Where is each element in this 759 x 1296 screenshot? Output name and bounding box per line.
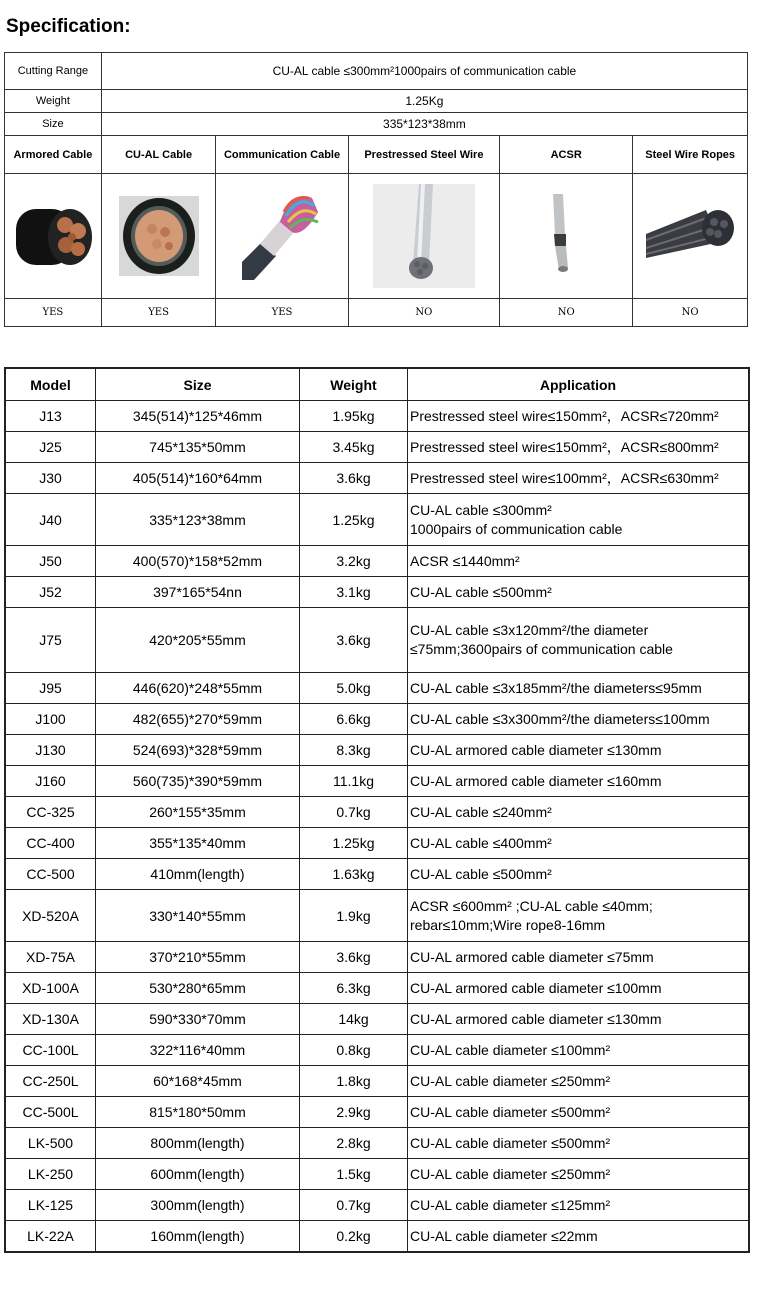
application-line: ACSR ≤1440mm² <box>410 552 520 569</box>
model-cell: J40 <box>5 494 96 546</box>
application-line: CU-AL cable ≤3x120mm²/the diameter <box>410 622 649 638</box>
application-line: Prestressed steel wire≤100mm²，ACSR≤630mm² <box>410 469 719 486</box>
application-line: CU-AL armored cable diameter ≤100mm <box>410 979 662 996</box>
application-line: ACSR ≤600mm² ;CU-AL cable ≤40mm; <box>410 897 653 914</box>
size-value: 335*123*38mm <box>101 113 747 136</box>
size-cell: 800mm(length) <box>96 1128 300 1159</box>
cu-al-cable-cell <box>101 174 216 299</box>
model-cell: XD-520A <box>5 890 96 942</box>
size-cell: 400(570)*158*52mm <box>96 546 300 577</box>
application-cell <box>408 797 750 828</box>
weight-value: 1.25Kg <box>101 90 747 113</box>
table-row <box>5 1066 749 1097</box>
application-line: CU-AL cable diameter ≤500mm² <box>410 1134 611 1151</box>
support-acsr: NO <box>500 299 633 327</box>
application-line: Prestressed steel wire≤150mm²，ACSR≤800mm² <box>410 438 719 455</box>
armored-cable-photo <box>12 195 94 277</box>
header-size: Size <box>96 368 300 401</box>
cable-type-armored: Armored Cable <box>5 136 102 174</box>
table-row <box>5 1221 749 1253</box>
application-cell <box>408 463 750 494</box>
weight-cell: 1.8kg <box>300 1066 408 1097</box>
support-row <box>5 299 748 327</box>
armored-cable-cell <box>5 174 102 299</box>
application-cell <box>408 1004 750 1035</box>
model-cell: J100 <box>5 704 96 735</box>
application-line: Prestressed steel wire≤150mm²，ACSR≤720mm² <box>410 407 719 424</box>
application-line: CU-AL cable diameter ≤125mm² <box>410 1196 611 1213</box>
weight-cell: 1.25kg <box>300 494 408 546</box>
model-cell: J52 <box>5 577 96 608</box>
table-row <box>5 577 749 608</box>
application-line: rebar≤10mm;Wire rope8-16mm <box>410 916 606 933</box>
application-cell <box>408 1221 750 1253</box>
weight-cell: 3.6kg <box>300 608 408 673</box>
model-cell: J30 <box>5 463 96 494</box>
model-cell: J13 <box>5 401 96 432</box>
application-cell <box>408 494 750 546</box>
header-model: Model <box>5 368 96 401</box>
size-cell: 300mm(length) <box>96 1190 300 1221</box>
application-line: CU-AL armored cable diameter ≤130mm <box>410 741 662 758</box>
table-row <box>5 704 749 735</box>
table-row <box>5 673 749 704</box>
application-cell <box>408 432 750 463</box>
model-cell: CC-500L <box>5 1097 96 1128</box>
weight-cell: 6.6kg <box>300 704 408 735</box>
weight-cell: 3.6kg <box>300 942 408 973</box>
support-cu-al: YES <box>101 299 216 327</box>
model-cell: J130 <box>5 735 96 766</box>
weight-cell: 11.1kg <box>300 766 408 797</box>
application-cell <box>408 1066 750 1097</box>
application-cell <box>408 766 750 797</box>
application-line: CU-AL cable ≤300mm² <box>410 501 552 518</box>
application-cell <box>408 828 750 859</box>
cutting-range-label: Cutting Range <box>5 53 102 90</box>
table-row <box>5 494 749 546</box>
application-line: CU-AL cable ≤240mm² <box>410 803 552 820</box>
application-line: CU-AL cable diameter ≤22mm <box>410 1227 598 1244</box>
size-cell: 482(655)*270*59mm <box>96 704 300 735</box>
weight-cell: 6.3kg <box>300 973 408 1004</box>
cutting-range-value: CU-AL cable ≤300mm²1000pairs of communication cable <box>101 53 747 90</box>
application-line: ≤75mm;3600pairs of communication cable <box>410 641 673 657</box>
weight-cell: 3.45kg <box>300 432 408 463</box>
model-cell: CC-400 <box>5 828 96 859</box>
weight-cell: 1.25kg <box>300 828 408 859</box>
application-line: CU-AL cable ≤3x185mm²/the diameters≤95mm <box>410 679 702 696</box>
table-row <box>5 735 749 766</box>
weight-cell: 2.9kg <box>300 1097 408 1128</box>
application-line: CU-AL cable ≤400mm² <box>410 834 552 851</box>
table-row <box>5 1190 749 1221</box>
cable-type-cu-al: CU-AL Cable <box>101 136 216 174</box>
table-row <box>5 1035 749 1066</box>
application-cell <box>408 401 750 432</box>
table-row <box>5 1159 749 1190</box>
weight-label: Weight <box>5 90 102 113</box>
model-cell: CC-250L <box>5 1066 96 1097</box>
model-table-header <box>5 368 749 401</box>
weight-cell: 8.3kg <box>300 735 408 766</box>
communication-cable-cell <box>216 174 348 299</box>
application-line: CU-AL armored cable diameter ≤75mm <box>410 948 654 965</box>
model-cell: XD-75A <box>5 942 96 973</box>
table-row <box>5 546 749 577</box>
table-row <box>5 828 749 859</box>
cutting-range-row <box>5 53 748 90</box>
prestressed-steel-wire-cell <box>348 174 499 299</box>
application-line: CU-AL cable ≤500mm² <box>410 583 552 600</box>
size-cell: 410mm(length) <box>96 859 300 890</box>
application-cell <box>408 1097 750 1128</box>
application-cell <box>408 735 750 766</box>
application-line: 1000pairs of communication cable <box>410 520 623 537</box>
size-cell: 530*280*65mm <box>96 973 300 1004</box>
application-cell <box>408 1128 750 1159</box>
table-row <box>5 797 749 828</box>
size-cell: 60*168*45mm <box>96 1066 300 1097</box>
steel-wire-rope-cell <box>633 174 748 299</box>
cable-type-acsr: ACSR <box>500 136 633 174</box>
header-weight: Weight <box>300 368 408 401</box>
application-cell <box>408 890 750 942</box>
model-cell: J50 <box>5 546 96 577</box>
application-cell <box>408 608 750 673</box>
steel-wire-rope-photo <box>646 206 734 266</box>
weight-cell: 5.0kg <box>300 673 408 704</box>
support-prestressed-steel: NO <box>348 299 499 327</box>
model-cell: LK-125 <box>5 1190 96 1221</box>
application-cell <box>408 577 750 608</box>
size-cell: 600mm(length) <box>96 1159 300 1190</box>
table-row <box>5 608 749 673</box>
table-row <box>5 1097 749 1128</box>
cable-image-row <box>5 174 748 299</box>
cable-type-communication: Communication Cable <box>216 136 348 174</box>
model-cell: LK-500 <box>5 1128 96 1159</box>
application-line: CU-AL armored cable diameter ≤160mm <box>410 772 662 789</box>
application-cell <box>408 1035 750 1066</box>
support-steel-rope: NO <box>633 299 748 327</box>
model-cell: XD-130A <box>5 1004 96 1035</box>
size-cell: 420*205*55mm <box>96 608 300 673</box>
communication-cable-photo <box>242 192 322 280</box>
size-cell: 590*330*70mm <box>96 1004 300 1035</box>
size-cell: 745*135*50mm <box>96 432 300 463</box>
size-cell: 560(735)*390*59mm <box>96 766 300 797</box>
weight-cell: 0.7kg <box>300 797 408 828</box>
model-cell: J160 <box>5 766 96 797</box>
size-cell: 405(514)*160*64mm <box>96 463 300 494</box>
weight-cell: 1.63kg <box>300 859 408 890</box>
model-table <box>4 367 750 1253</box>
weight-cell: 1.9kg <box>300 890 408 942</box>
page-title: Specification: <box>6 16 131 37</box>
application-cell <box>408 1159 750 1190</box>
weight-cell: 1.5kg <box>300 1159 408 1190</box>
application-line: CU-AL cable diameter ≤100mm² <box>410 1041 611 1058</box>
cable-type-header-row <box>5 136 748 174</box>
table-row <box>5 401 749 432</box>
model-cell: J25 <box>5 432 96 463</box>
size-cell: 370*210*55mm <box>96 942 300 973</box>
header-application: Application <box>408 368 750 401</box>
weight-row <box>5 90 748 113</box>
application-cell <box>408 704 750 735</box>
prestressed-steel-wire-photo <box>373 184 475 288</box>
application-line: CU-AL cable ≤3x300mm²/the diameters≤100mm <box>410 710 710 727</box>
size-cell: 322*116*40mm <box>96 1035 300 1066</box>
model-cell: LK-250 <box>5 1159 96 1190</box>
weight-cell: 3.6kg <box>300 463 408 494</box>
cu-al-cable-photo <box>119 196 199 276</box>
model-cell: CC-325 <box>5 797 96 828</box>
size-cell: 260*155*35mm <box>96 797 300 828</box>
size-cell: 160mm(length) <box>96 1221 300 1253</box>
acsr-photo <box>529 194 603 278</box>
support-armored: YES <box>5 299 102 327</box>
acsr-cell <box>500 174 633 299</box>
size-label: Size <box>5 113 102 136</box>
model-cell: CC-100L <box>5 1035 96 1066</box>
size-cell: 330*140*55mm <box>96 890 300 942</box>
weight-cell: 1.95kg <box>300 401 408 432</box>
table-row <box>5 1128 749 1159</box>
application-cell <box>408 942 750 973</box>
application-cell <box>408 1190 750 1221</box>
specification-table <box>4 52 748 327</box>
size-cell: 335*123*38mm <box>96 494 300 546</box>
size-cell: 446(620)*248*55mm <box>96 673 300 704</box>
size-cell: 815*180*50mm <box>96 1097 300 1128</box>
support-communication: YES <box>216 299 348 327</box>
cable-type-prestressed-steel: Prestressed Steel Wire <box>348 136 499 174</box>
weight-cell: 2.8kg <box>300 1128 408 1159</box>
model-cell: CC-500 <box>5 859 96 890</box>
table-row <box>5 890 749 942</box>
application-line: CU-AL cable diameter ≤500mm² <box>410 1103 611 1120</box>
application-cell <box>408 973 750 1004</box>
model-cell: LK-22A <box>5 1221 96 1253</box>
size-cell: 345(514)*125*46mm <box>96 401 300 432</box>
weight-cell: 3.1kg <box>300 577 408 608</box>
application-cell <box>408 673 750 704</box>
weight-cell: 0.7kg <box>300 1190 408 1221</box>
application-cell <box>408 859 750 890</box>
size-cell: 355*135*40mm <box>96 828 300 859</box>
size-cell: 397*165*54nn <box>96 577 300 608</box>
weight-cell: 0.8kg <box>300 1035 408 1066</box>
weight-cell: 0.2kg <box>300 1221 408 1253</box>
table-row <box>5 859 749 890</box>
table-row <box>5 942 749 973</box>
weight-cell: 14kg <box>300 1004 408 1035</box>
table-row <box>5 766 749 797</box>
size-cell: 524(693)*328*59mm <box>96 735 300 766</box>
model-cell: XD-100A <box>5 973 96 1004</box>
application-line: CU-AL cable diameter ≤250mm² <box>410 1165 611 1182</box>
application-line: CU-AL cable ≤500mm² <box>410 865 552 882</box>
size-row <box>5 113 748 136</box>
application-line: CU-AL armored cable diameter ≤130mm <box>410 1010 662 1027</box>
model-cell: J95 <box>5 673 96 704</box>
weight-cell: 3.2kg <box>300 546 408 577</box>
model-cell: J75 <box>5 608 96 673</box>
table-row <box>5 432 749 463</box>
cable-type-steel-rope: Steel Wire Ropes <box>633 136 748 174</box>
table-row <box>5 973 749 1004</box>
table-row <box>5 1004 749 1035</box>
application-line: CU-AL cable diameter ≤250mm² <box>410 1072 611 1089</box>
application-cell <box>408 546 750 577</box>
table-row <box>5 463 749 494</box>
